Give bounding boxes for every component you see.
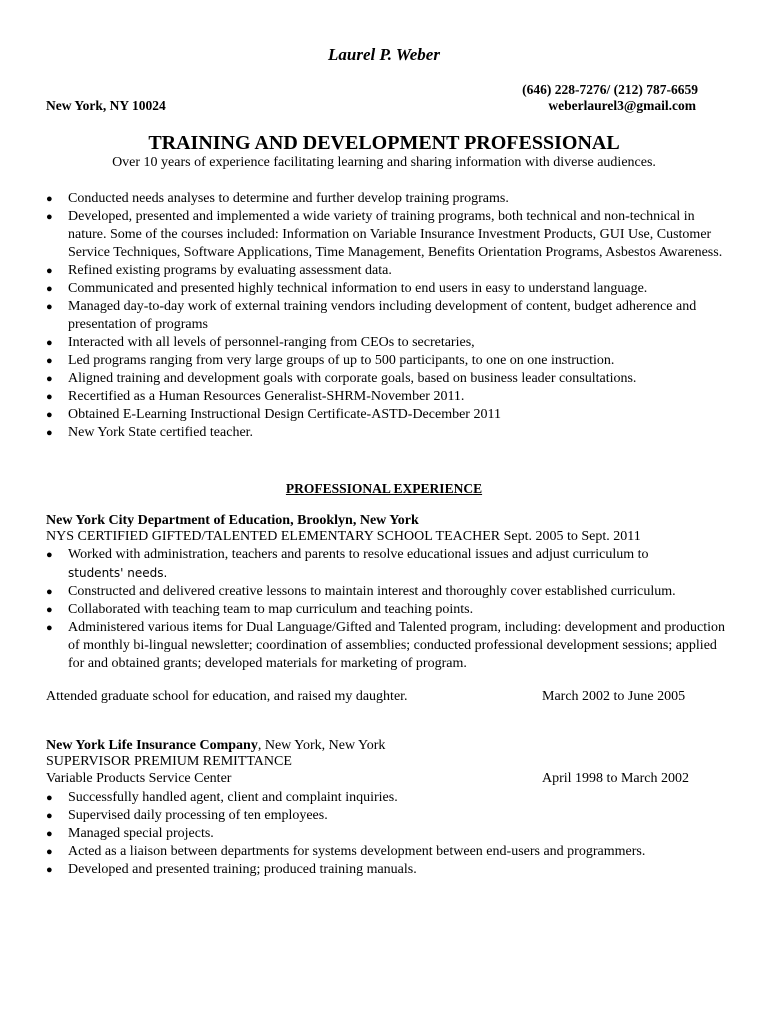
candidate-name: Laurel P. Weber <box>328 45 440 64</box>
headline: TRAINING AND DEVELOPMENT PROFESSIONAL <box>148 132 620 154</box>
job-bullet-list <box>46 546 736 673</box>
department: Variable Products Service Center <box>46 771 232 786</box>
bullet-icon: ● <box>46 301 53 313</box>
list-item: ● Communicated and presented highly technical information to end users in easy to understand language. <box>46 281 648 296</box>
bullet-icon: ● <box>46 604 53 616</box>
bullet-icon: ● <box>46 864 53 876</box>
summary-list <box>46 190 736 442</box>
bullet-icon: ● <box>46 373 53 385</box>
gap-dates: March 2002 to June 2005 <box>542 689 686 704</box>
list-item: ● Collaborated with teaching team to map curriculum and teaching points. <box>46 602 474 617</box>
list-item: ● New York State certified teacher. <box>46 425 254 440</box>
list-item: ● Constructed and delivered creative lessons to maintain interest and thoroughly cover established curriculum. <box>46 584 676 599</box>
bullet-icon: ● <box>46 427 53 439</box>
list-item: ● Supervised daily processing of ten employees. <box>46 808 328 823</box>
email-address: weberlaurel3@gmail.com <box>548 98 696 113</box>
bullet-icon: ● <box>46 586 53 598</box>
job-title: SUPERVISOR PREMIUM REMITTANCE <box>46 754 292 769</box>
section-title: PROFESSIONAL EXPERIENCE <box>285 481 483 496</box>
bullet-icon: ● <box>46 391 53 403</box>
list-item: ● Worked with administration, teachers and parents to resolve educational issues and adjust curriculum to students' needs. <box>46 547 649 580</box>
employer-name: New York City Department of Education, Brooklyn, New York <box>46 513 419 528</box>
bullet-icon: ● <box>46 193 53 205</box>
bullet-icon: ● <box>46 792 53 804</box>
bullet-icon: ● <box>46 355 53 367</box>
list-item: ● Interacted with all levels of personnel-ranging from CEOs to secretaries, <box>46 335 475 350</box>
bullet-icon: ● <box>46 810 53 822</box>
list-item: ● Successfully handled agent, client and complaint inquiries. <box>46 790 398 805</box>
bullet-icon: ● <box>46 828 53 840</box>
bullet-icon: ● <box>46 622 53 634</box>
job-bullet-list <box>46 789 736 879</box>
list-item: ● Aligned training and development goals with corporate goals, based on business leader consultations. <box>46 371 637 386</box>
employer-location: , New York, New York <box>257 738 386 753</box>
list-item: ● Led programs ranging from very large groups of up to 500 participants, to one on one instruction. <box>46 353 615 368</box>
job-dates: April 1998 to March 2002 <box>542 771 689 786</box>
employer-name: New York Life Insurance Company <box>46 738 258 753</box>
list-item: ● Refined existing programs by evaluating assessment data. <box>46 263 392 278</box>
gap-description: Attended graduate school for education, and raised my daughter. <box>46 689 408 704</box>
list-item: ● Managed day-to-day work of external training vendors including development of content, budget adherence and presentation of programs <box>46 299 697 332</box>
list-item: ● Developed, presented and implemented a wide variety of training programs, both technical and non-technical in nature. Some of the courses included: Information on Variable Insurance Investment Products, GUI Use, Customer Service Techniques, Software Applications, Time Management, Benefits Orientation Programs, Asbestos Awareness. <box>46 209 723 260</box>
list-item: ● Acted as a liaison between departments for systems development between end-users and programmers. <box>46 844 646 859</box>
bullet-icon: ● <box>46 549 53 561</box>
location: New York, NY 10024 <box>46 98 166 113</box>
bullet-icon: ● <box>46 283 53 295</box>
phone-numbers: (646) 228-7276/ (212) 787-6659 <box>522 82 698 97</box>
list-item: ● Recertified as a Human Resources Generalist-SHRM-November 2011. <box>46 389 465 404</box>
bullet-icon: ● <box>46 211 53 223</box>
list-item: ● Developed and presented training; produced training manuals. <box>46 862 417 877</box>
list-item: ● Obtained E-Learning Instructional Design Certificate-ASTD-December 2011 <box>46 407 501 422</box>
job-title: NYS CERTIFIED GIFTED/TALENTED ELEMENTARY SCHOOL TEACHER Sept. 2005 to Sept. 2011 <box>46 529 641 544</box>
bullet-icon: ● <box>46 337 53 349</box>
list-item: ● Conducted needs analyses to determine and further develop training programs. <box>46 191 509 206</box>
bullet-icon: ● <box>46 409 53 421</box>
list-item: ● Administered various items for Dual Language/Gifted and Talented program, including: development and production of monthly bi-lingual newsletter; coordination of assemblies; conducted professional development sessions; applied for and obtained grants; developed materials for marketing of program. <box>46 620 725 671</box>
bullet-icon: ● <box>46 265 53 277</box>
tagline: Over 10 years of experience facilitating learning and sharing information with diverse audiences. <box>112 155 656 170</box>
list-item: ● Managed special projects. <box>46 826 214 841</box>
bullet-icon: ● <box>46 846 53 858</box>
